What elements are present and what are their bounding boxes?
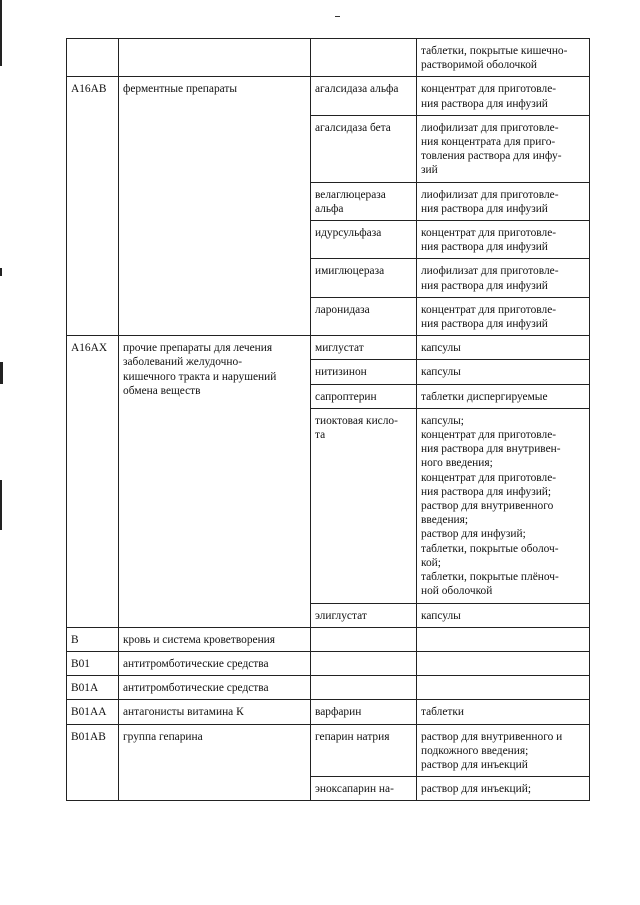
drug-name-cell xyxy=(311,39,417,77)
table-row xyxy=(67,627,590,651)
group-name-cell: антитромботические средства xyxy=(119,651,311,675)
drug-name-cell: сапроптерин xyxy=(311,384,417,408)
drug-name-cell: имиглюцераза xyxy=(311,259,417,297)
page-dash-mark xyxy=(335,16,340,17)
dosage-form-cell xyxy=(417,676,590,700)
dosage-form-cell: лиофилизат для приготовле- ния раствора для инфузий xyxy=(417,182,590,220)
dosage-form-cell: таблетки, покрытые кишечно- растворимой оболочкой xyxy=(417,39,590,77)
dosage-form-cell xyxy=(417,651,590,675)
drug-name-cell xyxy=(311,676,417,700)
scan-edge-mark xyxy=(0,0,2,66)
atc-code-cell: B01 xyxy=(67,651,119,675)
drug-table xyxy=(66,38,590,801)
dosage-form-cell: таблетки диспергируемые xyxy=(417,384,590,408)
drug-name-cell: миглустат xyxy=(311,336,417,360)
drug-name-cell: идурсульфаза xyxy=(311,221,417,259)
dosage-form-cell: концентрат для приготовле- ния раствора для инфузий xyxy=(417,297,590,335)
group-name-cell: прочие препараты для лечения заболеваний желудочно- кишечного тракта и нарушений обмена веществ xyxy=(119,336,311,627)
drug-name-cell: гепарин натрия xyxy=(311,724,417,777)
atc-code-cell: B01AA xyxy=(67,700,119,724)
drug-name-cell: ларонидаза xyxy=(311,297,417,335)
drug-name-cell: тиоктовая кисло- та xyxy=(311,408,417,603)
dosage-form-cell: капсулы; концентрат для приготовле- ния раствора для внутривен- ного введения; концентрат для приготовле- ния раствора для инфузий; раствор для внутривенного введения; раствор для инфузий; таблетки, покрытые оболоч- кой; таблетки, покрытые плёноч- ной оболочкой xyxy=(417,408,590,603)
atc-code-cell: B xyxy=(67,627,119,651)
drug-name-cell xyxy=(311,627,417,651)
dosage-form-cell: концентрат для приготовле- ния раствора для инфузий xyxy=(417,221,590,259)
drug-name-cell: агалсидаза бета xyxy=(311,115,417,182)
table-row xyxy=(67,700,590,724)
atc-code-cell: A16AB xyxy=(67,77,119,336)
scan-edge-mark xyxy=(0,268,2,276)
table-row xyxy=(67,651,590,675)
table-row xyxy=(67,724,590,777)
atc-code-cell: B01AB xyxy=(67,724,119,801)
dosage-form-cell: таблетки xyxy=(417,700,590,724)
dosage-form-cell xyxy=(417,627,590,651)
drug-name-cell xyxy=(311,651,417,675)
dosage-form-cell: раствор для внутривенного и подкожного введения; раствор для инъекций xyxy=(417,724,590,777)
scan-edge-mark xyxy=(0,480,2,530)
group-name-cell xyxy=(119,39,311,77)
table-row xyxy=(67,336,590,360)
group-name-cell: ферментные препараты xyxy=(119,77,311,336)
group-name-cell: антагонисты витамина К xyxy=(119,700,311,724)
atc-code-cell xyxy=(67,39,119,77)
drug-name-cell: варфарин xyxy=(311,700,417,724)
atc-code-cell: B01A xyxy=(67,676,119,700)
dosage-form-cell: лиофилизат для приготовле- ния раствора для инфузий xyxy=(417,259,590,297)
group-name-cell: кровь и система кроветворения xyxy=(119,627,311,651)
drug-name-cell: элиглустат xyxy=(311,603,417,627)
group-name-cell: группа гепарина xyxy=(119,724,311,801)
drug-name-cell: велаглюцераза альфа xyxy=(311,182,417,220)
table-row xyxy=(67,77,590,115)
table-row xyxy=(67,676,590,700)
table-row xyxy=(67,39,590,77)
drug-name-cell: агалсидаза альфа xyxy=(311,77,417,115)
dosage-form-cell: раствор для инъекций; xyxy=(417,777,590,801)
dosage-form-cell: капсулы xyxy=(417,603,590,627)
dosage-form-cell: лиофилизат для приготовле- ния концентрата для приго- товления раствора для инфу- зий xyxy=(417,115,590,182)
drug-table-body xyxy=(67,39,590,801)
scan-edge-mark xyxy=(0,362,3,384)
drug-name-cell: эноксапарин на- xyxy=(311,777,417,801)
atc-code-cell: A16AX xyxy=(67,336,119,627)
group-name-cell: антитромботические средства xyxy=(119,676,311,700)
drug-name-cell: нитизинон xyxy=(311,360,417,384)
dosage-form-cell: капсулы xyxy=(417,360,590,384)
dosage-form-cell: капсулы xyxy=(417,336,590,360)
dosage-form-cell: концентрат для приготовле- ния раствора для инфузий xyxy=(417,77,590,115)
